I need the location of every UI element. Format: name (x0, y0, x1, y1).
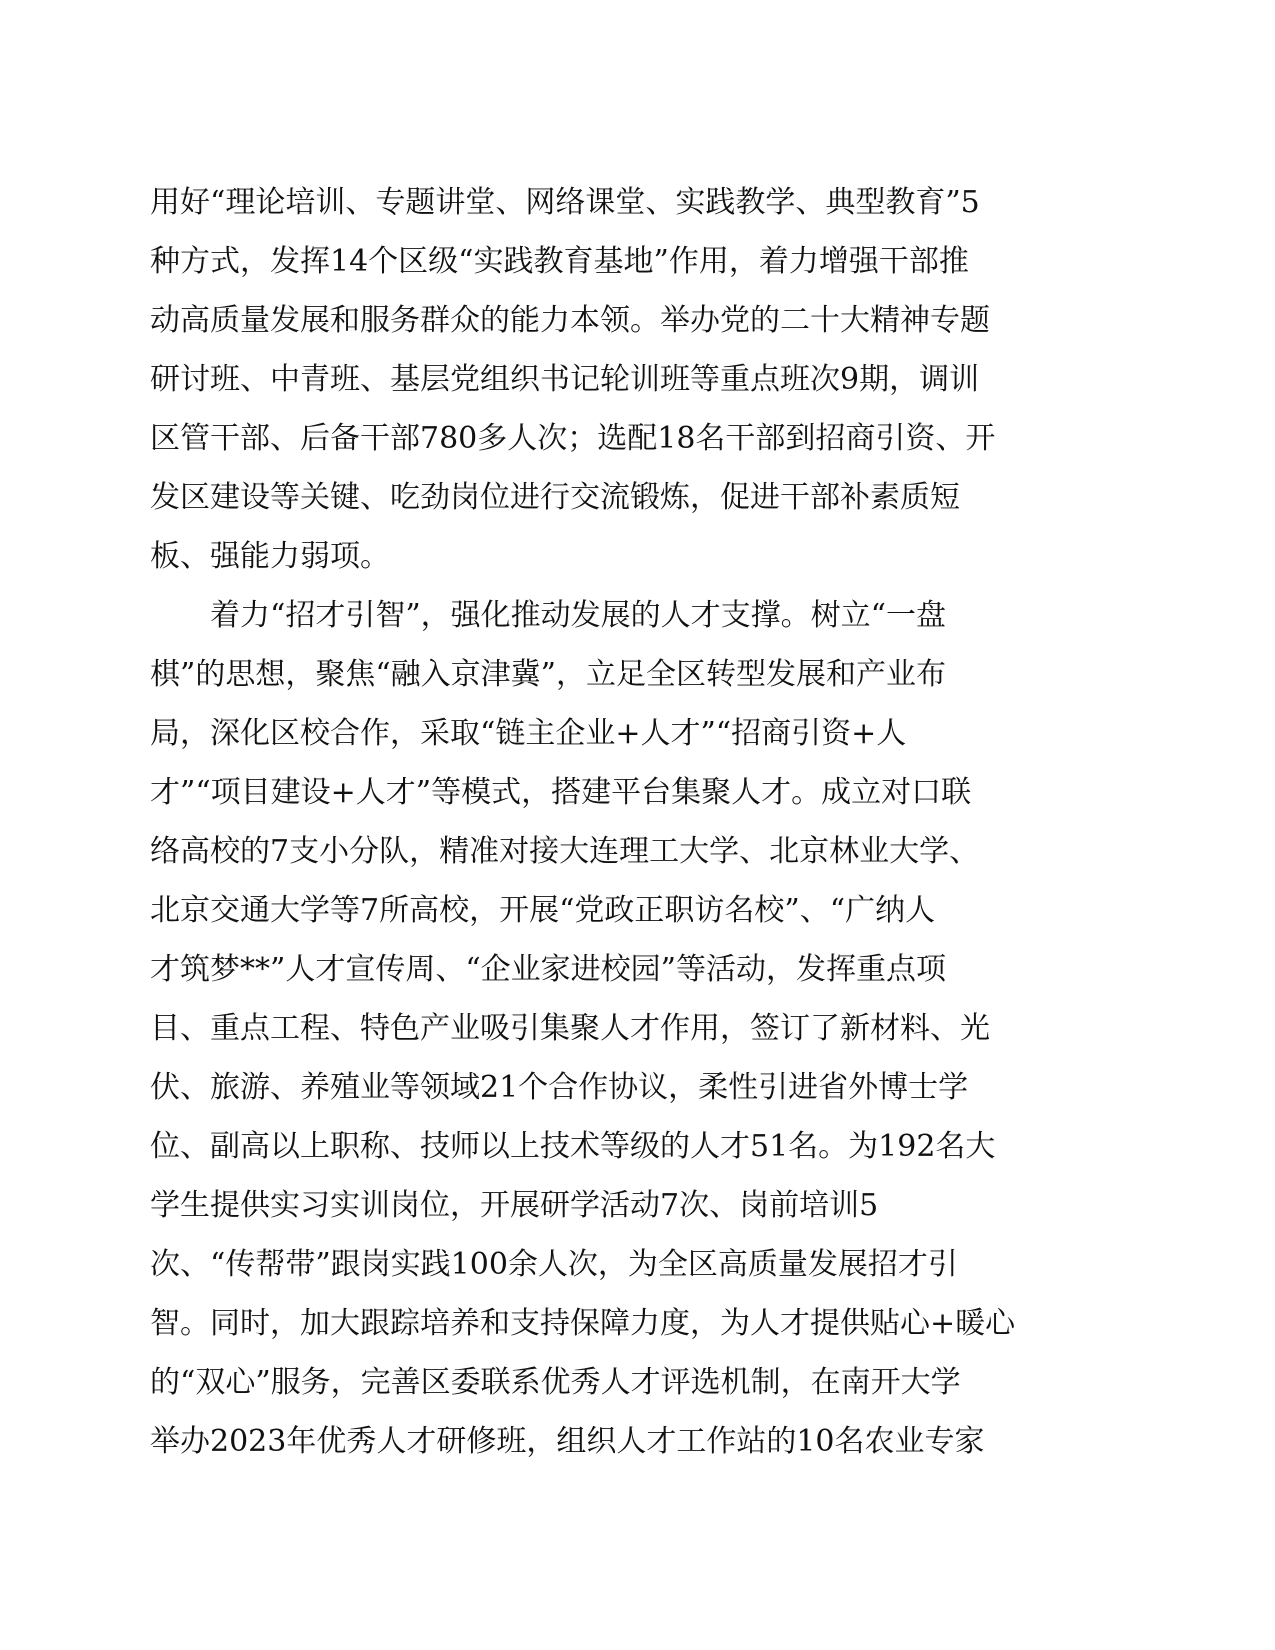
text-line: 络高校的7支小分队，精准对接大连理工大学、北京林业大学、 (150, 834, 980, 869)
text-line: 才筑梦**”人才宣传周、“企业家进校园”等活动，发挥重点项 (150, 952, 947, 987)
text-line: 目、重点工程、特色产业吸引集聚人才作用，签订了新材料、光 (150, 1011, 990, 1046)
text-line: 位、副高以上职称、技师以上技术等级的人才51名。为192名大 (150, 1129, 996, 1164)
text-line: 种方式，发挥14个区级“实践教育基地”作用，着力增强干部推 (150, 244, 969, 279)
text-line: 局，深化区校合作，采取“链主企业+人才”“招商引资+人 (150, 716, 907, 751)
text-line: 发区建设等关键、吃劲岗位进行交流锻炼，促进干部补素质短 (150, 480, 960, 515)
text-line: 才”“项目建设+人才”等模式，搭建平台集聚人才。成立对口联 (150, 775, 972, 810)
text-line: 北京交通大学等7所高校，开展“党政正职访名校”、“广纳人 (150, 893, 936, 928)
text-line: 用好“理论培训、专题讲堂、网络课堂、实践教学、典型教育”5 (150, 185, 980, 220)
paragraph-talent (150, 586, 1100, 1471)
text-line: 举办2023年优秀人才研修班，组织人才工作站的10名农业专家 (150, 1424, 985, 1459)
body-text (150, 173, 1100, 1471)
paragraph-training (150, 173, 1100, 586)
text-line: 动高质量发展和服务群众的能力本领。举办党的二十大精神专题 (150, 303, 990, 338)
text-line: 区管干部、后备干部780多人次；选配18名干部到招商引资、开 (150, 421, 996, 456)
text-line: 着力“招才引智”，强化推动发展的人才支撑。树立“一盘 (210, 598, 947, 633)
text-line: 的“双心”服务，完善区委联系优秀人才评选机制，在南开大学 (150, 1365, 961, 1400)
text-line: 板、强能力弱项。 (150, 539, 390, 574)
text-line: 次、“传帮带”跟岗实践100余人次，为全区高质量发展招才引 (150, 1247, 958, 1282)
text-line: 棋”的思想，聚焦“融入京津冀”，立足全区转型发展和产业布 (150, 657, 947, 692)
text-line: 研讨班、中青班、基层党组织书记轮训班等重点班次9期，调训 (150, 362, 980, 397)
text-line: 智。同时，加大跟踪培养和支持保障力度，为人才提供贴心+暖心 (150, 1306, 1016, 1341)
text-line: 学生提供实习实训岗位，开展研学活动7次、岗前培训5 (150, 1188, 879, 1223)
text-line: 伏、旅游、养殖业等领域21个合作协议，柔性引进省外博士学 (150, 1070, 969, 1105)
